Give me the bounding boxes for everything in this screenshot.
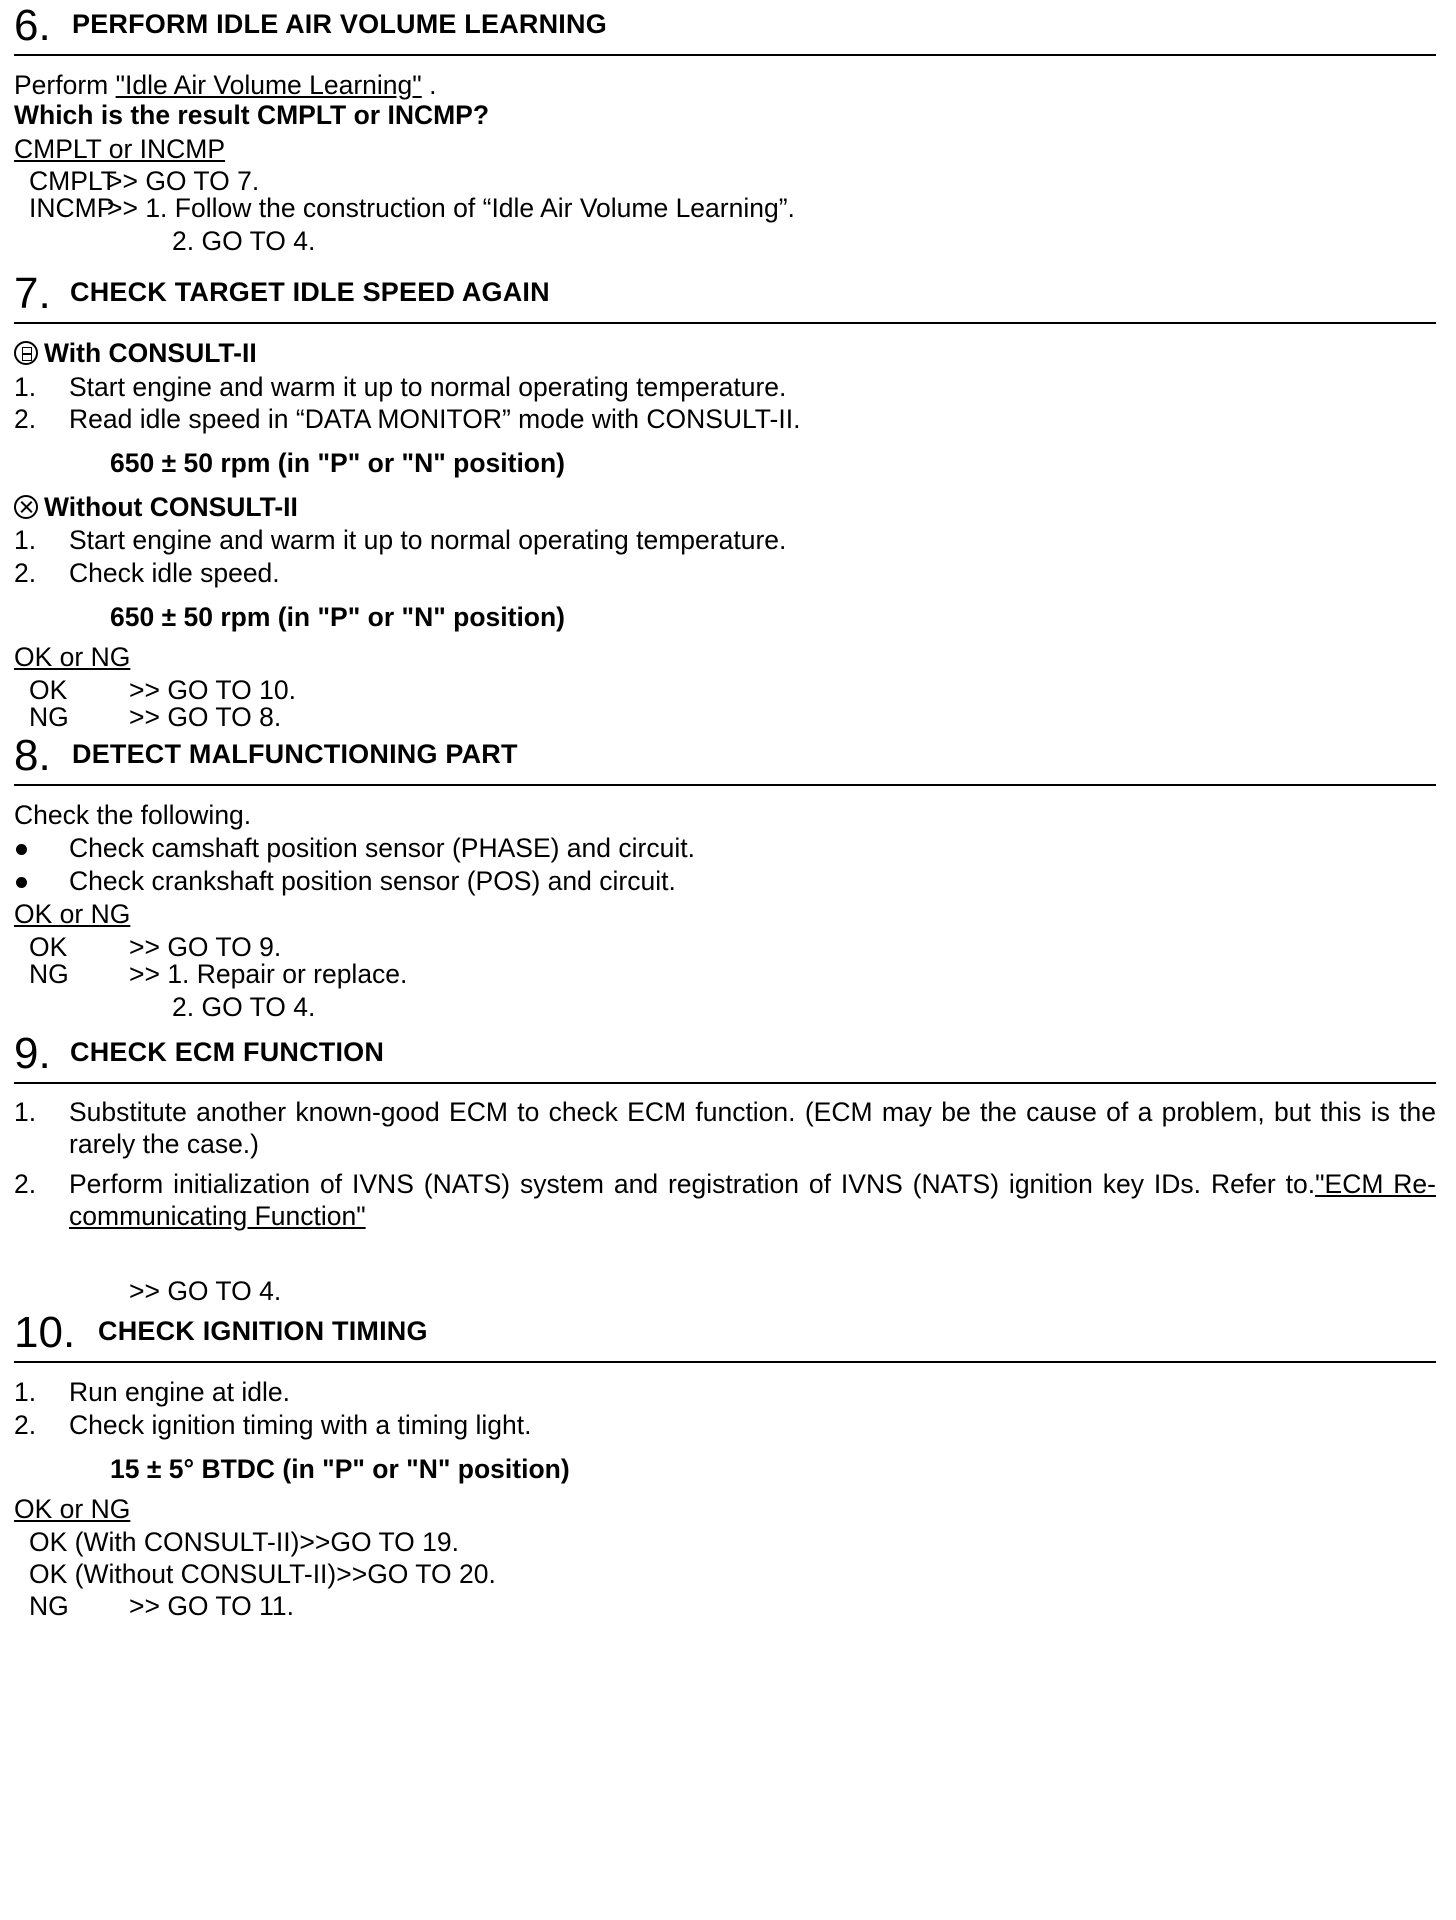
step-7-number: 7.: [14, 269, 51, 318]
step-8-header: [14, 728, 1436, 786]
result-tag: CMPLT: [29, 166, 117, 196]
step-10-result-ng: NG >> GO TO 11.: [29, 1591, 294, 1621]
step-10-title: CHECK IGNITION TIMING: [98, 1316, 428, 1346]
step-8-result-ok: OK >> GO TO 9.: [29, 932, 282, 962]
document-page: [14, 0, 1436, 1622]
step-6-result-extra: 2. GO TO 4.: [172, 226, 316, 256]
bullet-icon: [16, 877, 27, 888]
step-7-with-step-2: 2. Read idle speed in “DATA MONITOR” mode with CONSULT-II.: [14, 404, 801, 434]
step-6-result-header: CMPLT or INCMP: [14, 134, 226, 164]
step-7-result-ng: NG >> GO TO 8.: [29, 702, 282, 732]
step-6-result-cmplt: [14, 165, 1436, 196]
step-7-spec-without: 650 ± 50 rpm (in "P" or "N" position): [110, 602, 566, 632]
step-10-step-2: 2. Check ignition timing with a timing light.: [14, 1410, 532, 1440]
step-6-question: Which is the result CMPLT or INCMP?: [14, 100, 490, 130]
consult-icon: [14, 341, 38, 365]
step-8-result-header: OK or NG: [14, 899, 131, 929]
with-consult-label: With CONSULT-II: [14, 337, 1436, 371]
step-6-header: [14, 0, 1436, 56]
step-7-result-header: OK or NG: [14, 642, 131, 672]
step-9-goto: >> GO TO 4.: [129, 1276, 282, 1306]
no-consult-icon: [14, 495, 38, 519]
step-9-number: 9.: [14, 1029, 51, 1078]
step-8-number: 8.: [14, 731, 51, 780]
step-10-result-ok-with: OK (With CONSULT-II)>>GO TO 19.: [29, 1527, 459, 1557]
step-7-spec-with: 650 ± 50 rpm (in "P" or "N" position): [110, 448, 566, 478]
step-8-bullet-2: Check crankshaft position sensor (POS) and circuit.: [14, 865, 1436, 898]
step-10-header: [14, 1309, 1436, 1363]
step-6-number: 6.: [14, 1, 51, 50]
step-7-title: CHECK TARGET IDLE SPEED AGAIN: [70, 277, 550, 307]
step-6-result-incmp: [14, 192, 1436, 225]
step-7-without-step-1: 1. Start engine and warm it up to normal operating temperature.: [14, 525, 787, 555]
step-8-title: DETECT MALFUNCTIONING PART: [72, 739, 518, 769]
idle-air-volume-learning-link[interactable]: "Idle Air Volume Learning": [115, 70, 422, 100]
step-8-intro: Check the following.: [14, 800, 252, 830]
result-tag: INCMP: [29, 193, 115, 223]
step-10-number: 10.: [14, 1308, 76, 1357]
ecm-re-communicating-link[interactable]: "ECM Re-communicating Function": [69, 1169, 1436, 1231]
step-8-result-ng: NG >> 1. Repair or replace.: [29, 959, 408, 989]
step-10-result-header: OK or NG: [14, 1494, 131, 1524]
step-7-without-step-2: 2. Check idle speed.: [14, 558, 280, 588]
step-6-perform-line: Perform "Idle Air Volume Learning" .: [14, 70, 437, 100]
result-text: >> 1. Follow the construction of “Idle Air Volume Learning”.: [107, 193, 795, 223]
without-consult-label: Without CONSULT-II: [14, 491, 1436, 524]
step-9-step-1: 1. Substitute another known-good ECM to check ECM function. (ECM may be the cause of a problem, but this is the rarely the case.): [14, 1097, 1436, 1159]
step-6-title: PERFORM IDLE AIR VOLUME LEARNING: [72, 9, 607, 39]
step-10-step-1: 1. Run engine at idle.: [14, 1377, 290, 1407]
result-text: >> GO TO 7.: [107, 166, 260, 196]
step-9-title: CHECK ECM FUNCTION: [70, 1037, 385, 1067]
step-7-result-ok: OK >> GO TO 10.: [29, 675, 296, 705]
step-9-header: [14, 1024, 1436, 1084]
bullet-icon: [16, 844, 27, 855]
step-7-with-step-1: 1. Start engine and warm it up to normal operating temperature.: [14, 372, 787, 402]
step-10-spec: 15 ± 5° BTDC (in "P" or "N" position): [110, 1454, 570, 1484]
step-9-step-2: 2. Perform initialization of IVNS (NATS) system and registration of IVNS (NATS) ignition key IDs. Refer to."ECM Re-communicating Function": [14, 1169, 1436, 1231]
step-7-header: [14, 260, 1436, 324]
step-8-bullet-1: Check camshaft position sensor (PHASE) and circuit.: [14, 832, 1436, 865]
step-8-result-extra: 2. GO TO 4.: [172, 992, 316, 1022]
step-10-result-ok-without: OK (Without CONSULT-II)>>GO TO 20.: [29, 1559, 496, 1589]
